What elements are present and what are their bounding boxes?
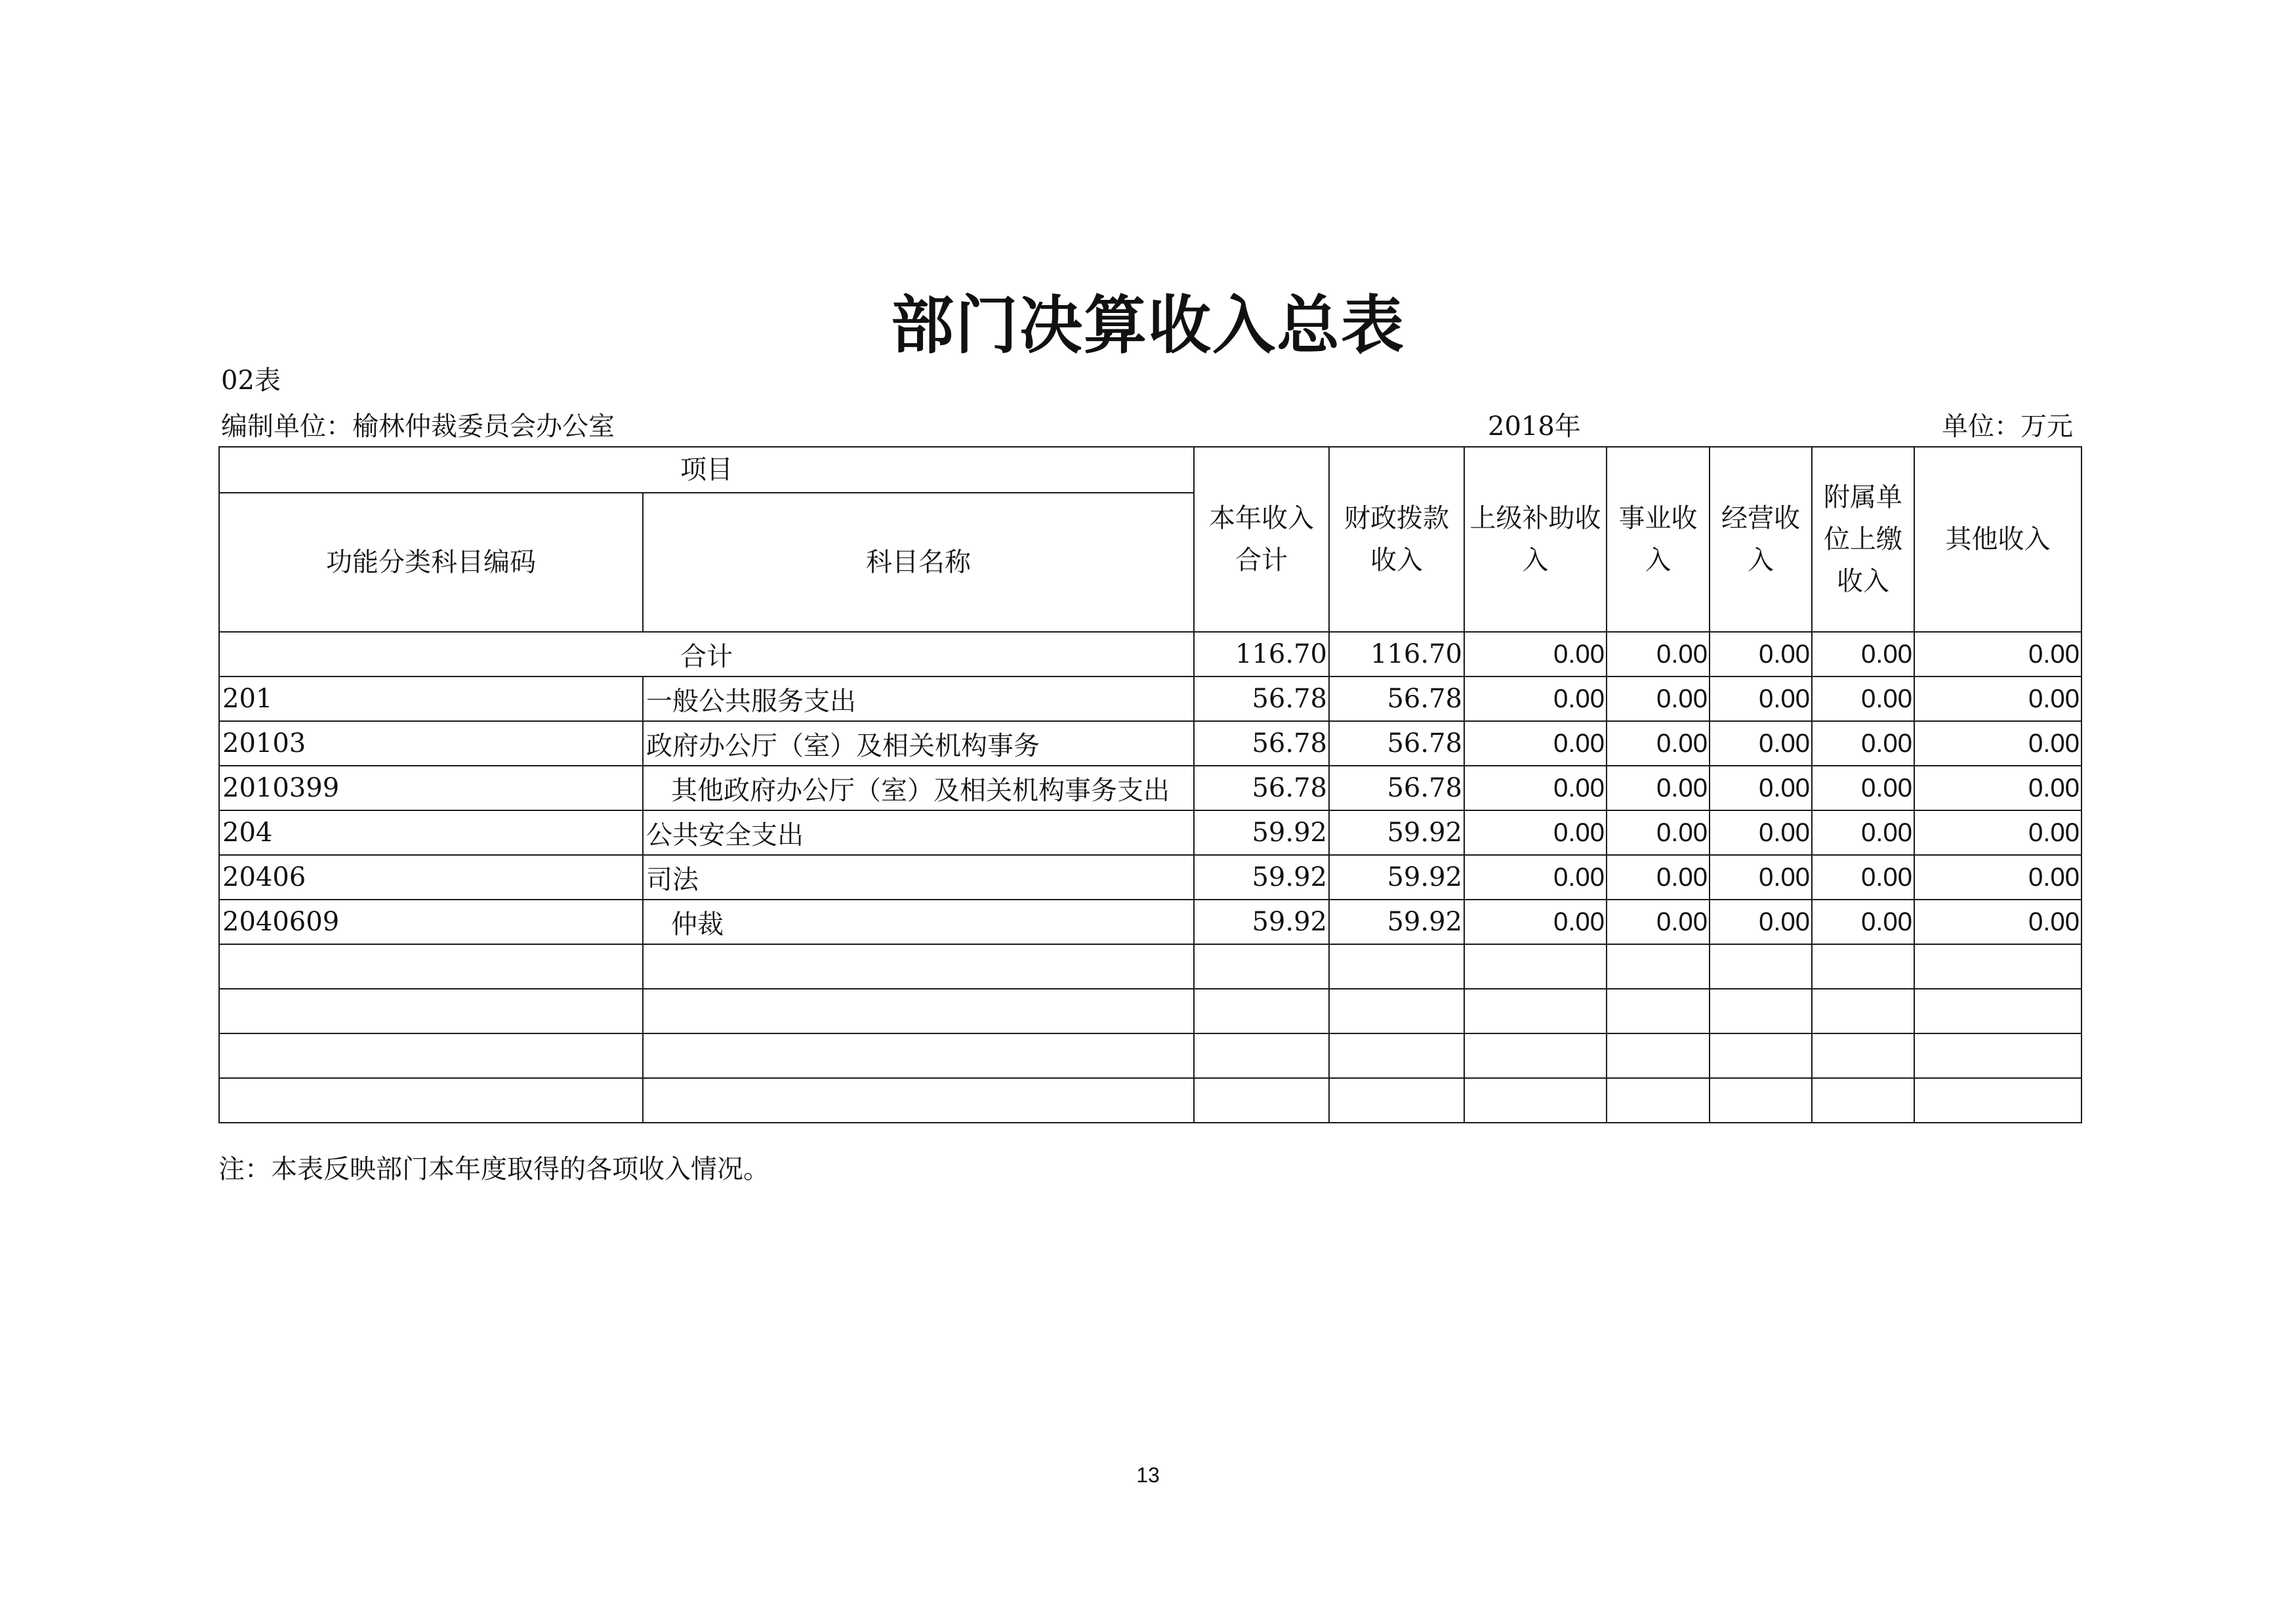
empty-cell xyxy=(1329,944,1464,989)
empty-row xyxy=(219,989,2081,1033)
empty-row xyxy=(219,1033,2081,1078)
empty-cell xyxy=(1194,989,1329,1033)
table-row xyxy=(219,855,2081,900)
header-business: 事业收入 xyxy=(1607,447,1710,632)
compiling-unit: 编制单位：榆林仲裁委员会办公室 xyxy=(221,411,615,442)
empty-cell xyxy=(1329,989,1464,1033)
row-operating: 0.00 xyxy=(1710,855,1812,900)
currency-unit: 单位：万元 xyxy=(1942,411,2073,442)
row-operating: 0.00 xyxy=(1710,900,1812,944)
empty-cell xyxy=(643,1033,1194,1078)
row-name: 仲裁 xyxy=(643,900,1194,944)
row-affiliated: 0.00 xyxy=(1812,677,1914,721)
row-affiliated: 0.00 xyxy=(1812,900,1914,944)
empty-cell xyxy=(1607,989,1710,1033)
table-row xyxy=(219,721,2081,766)
row-fiscal: 56.78 xyxy=(1329,677,1464,721)
empty-cell xyxy=(1914,1078,2081,1123)
table-row xyxy=(219,810,2081,855)
row-affiliated: 0.00 xyxy=(1812,766,1914,810)
row-superior-subsidy: 0.00 xyxy=(1464,855,1607,900)
document-title: 部门决算收入总表 xyxy=(891,289,1405,362)
row-other: 0.00 xyxy=(1914,900,2081,944)
fiscal-year: 2018年 xyxy=(1488,411,1581,442)
header-operating: 经营收入 xyxy=(1710,447,1812,632)
row-code: 204 xyxy=(219,810,643,855)
empty-row xyxy=(219,1078,2081,1123)
row-operating: 0.00 xyxy=(1710,766,1812,810)
row-business: 0.00 xyxy=(1607,721,1710,766)
row-other: 0.00 xyxy=(1914,810,2081,855)
empty-cell xyxy=(219,1078,643,1123)
table-row xyxy=(219,900,2081,944)
empty-cell xyxy=(1607,944,1710,989)
total-other: 0.00 xyxy=(1914,632,2081,677)
row-other: 0.00 xyxy=(1914,721,2081,766)
row-business: 0.00 xyxy=(1607,900,1710,944)
row-affiliated: 0.00 xyxy=(1812,721,1914,766)
row-superior-subsidy: 0.00 xyxy=(1464,810,1607,855)
row-total-income: 56.78 xyxy=(1194,721,1329,766)
total-superior-subsidy: 0.00 xyxy=(1464,632,1607,677)
empty-cell xyxy=(1812,944,1914,989)
header-name: 科目名称 xyxy=(643,493,1194,632)
row-fiscal: 56.78 xyxy=(1329,721,1464,766)
row-other: 0.00 xyxy=(1914,677,2081,721)
income-table xyxy=(218,446,2082,1123)
total-affiliated: 0.00 xyxy=(1812,632,1914,677)
header-fiscal: 财政拨款收入 xyxy=(1329,447,1464,632)
table-note: 注：本表反映部门本年度取得的各项收入情况。 xyxy=(218,1154,769,1184)
empty-cell xyxy=(1710,989,1812,1033)
row-superior-subsidy: 0.00 xyxy=(1464,721,1607,766)
row-business: 0.00 xyxy=(1607,855,1710,900)
header-other: 其他收入 xyxy=(1914,447,2081,632)
empty-cell xyxy=(643,944,1194,989)
row-affiliated: 0.00 xyxy=(1812,810,1914,855)
row-fiscal: 59.92 xyxy=(1329,855,1464,900)
empty-cell xyxy=(643,1078,1194,1123)
total-income: 116.70 xyxy=(1194,632,1329,677)
row-name: 一般公共服务支出 xyxy=(643,677,1194,721)
row-fiscal: 59.92 xyxy=(1329,900,1464,944)
empty-cell xyxy=(1464,1078,1607,1123)
row-operating: 0.00 xyxy=(1710,721,1812,766)
row-code: 2010399 xyxy=(219,766,643,810)
row-name: 政府办公厅（室）及相关机构事务 xyxy=(643,721,1194,766)
total-row xyxy=(219,632,2081,677)
empty-cell xyxy=(1812,989,1914,1033)
total-fiscal: 116.70 xyxy=(1329,632,1464,677)
empty-cell xyxy=(1464,989,1607,1033)
row-code: 20406 xyxy=(219,855,643,900)
total-operating: 0.00 xyxy=(1710,632,1812,677)
empty-cell xyxy=(1329,1078,1464,1123)
row-name: 其他政府办公厅（室）及相关机构事务支出 xyxy=(643,766,1194,810)
row-other: 0.00 xyxy=(1914,766,2081,810)
row-business: 0.00 xyxy=(1607,677,1710,721)
empty-cell xyxy=(1194,1078,1329,1123)
empty-cell xyxy=(1914,944,2081,989)
empty-cell xyxy=(219,944,643,989)
row-name: 公共安全支出 xyxy=(643,810,1194,855)
empty-cell xyxy=(1607,1033,1710,1078)
empty-cell xyxy=(1194,944,1329,989)
empty-cell xyxy=(1464,1033,1607,1078)
empty-cell xyxy=(1710,1078,1812,1123)
empty-row xyxy=(219,944,2081,989)
empty-cell xyxy=(1710,1033,1812,1078)
row-other: 0.00 xyxy=(1914,855,2081,900)
row-business: 0.00 xyxy=(1607,810,1710,855)
empty-cell xyxy=(219,1033,643,1078)
empty-cell xyxy=(643,989,1194,1033)
empty-cell xyxy=(1812,1033,1914,1078)
table-row xyxy=(219,677,2081,721)
row-total-income: 56.78 xyxy=(1194,677,1329,721)
row-operating: 0.00 xyxy=(1710,810,1812,855)
header-affiliated: 附属单位上缴收入 xyxy=(1812,447,1914,632)
row-business: 0.00 xyxy=(1607,766,1710,810)
page-number: 13 xyxy=(1136,1463,1160,1487)
row-code: 201 xyxy=(219,677,643,721)
empty-cell xyxy=(1914,989,2081,1033)
empty-cell xyxy=(1194,1033,1329,1078)
header-total-income: 本年收入合计 xyxy=(1194,447,1329,632)
empty-cell xyxy=(1710,944,1812,989)
row-name: 司法 xyxy=(643,855,1194,900)
empty-cell xyxy=(219,989,643,1033)
row-operating: 0.00 xyxy=(1710,677,1812,721)
row-total-income: 59.92 xyxy=(1194,810,1329,855)
row-superior-subsidy: 0.00 xyxy=(1464,677,1607,721)
row-fiscal: 56.78 xyxy=(1329,766,1464,810)
row-code: 2040609 xyxy=(219,900,643,944)
row-total-income: 59.92 xyxy=(1194,855,1329,900)
header-code: 功能分类科目编码 xyxy=(219,493,643,632)
row-total-income: 56.78 xyxy=(1194,766,1329,810)
empty-cell xyxy=(1914,1033,2081,1078)
empty-cell xyxy=(1812,1078,1914,1123)
row-fiscal: 59.92 xyxy=(1329,810,1464,855)
total-business: 0.00 xyxy=(1607,632,1710,677)
table-row xyxy=(219,766,2081,810)
row-affiliated: 0.00 xyxy=(1812,855,1914,900)
row-total-income: 59.92 xyxy=(1194,900,1329,944)
header-project: 项目 xyxy=(219,447,1194,493)
table-code: 02表 xyxy=(221,365,281,396)
row-code: 20103 xyxy=(219,721,643,766)
empty-cell xyxy=(1329,1033,1464,1078)
row-superior-subsidy: 0.00 xyxy=(1464,900,1607,944)
row-superior-subsidy: 0.00 xyxy=(1464,766,1607,810)
header-superior-subsidy: 上级补助收入 xyxy=(1464,447,1607,632)
empty-cell xyxy=(1607,1078,1710,1123)
empty-cell xyxy=(1464,944,1607,989)
total-label: 合计 xyxy=(219,632,1194,677)
